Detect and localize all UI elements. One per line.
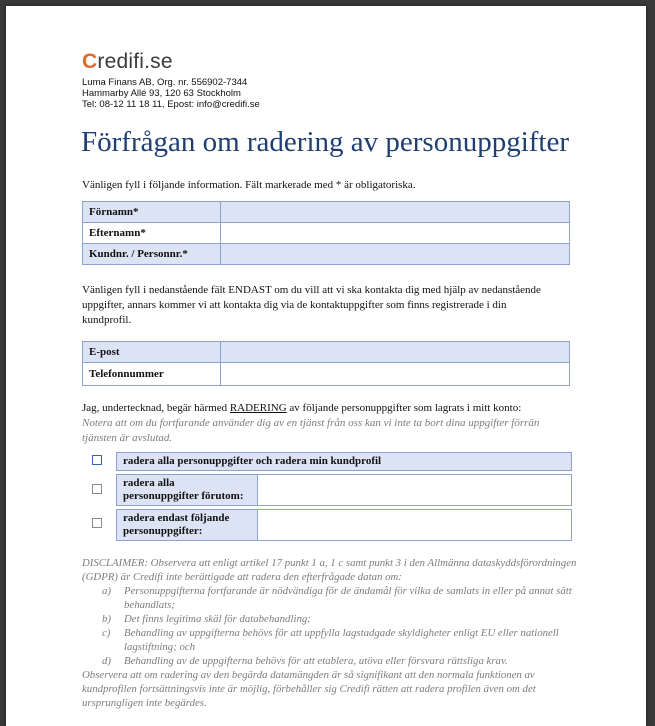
disclaimer-item: d) Behandling av de uppgifterna behövs för att etablera, utöva eller försvara rättsliga krav. (102, 655, 508, 667)
option-delete-only-checkbox[interactable] (92, 518, 102, 528)
radering-keyword: RADERING (229, 402, 287, 414)
form-row-customer-id (83, 244, 570, 265)
option-delete-only-label: radera endast följande personuppgifter: (117, 510, 257, 540)
identity-form (82, 201, 570, 265)
firstname-label: Förnamn* (83, 202, 221, 223)
contact-form (82, 341, 570, 386)
option-delete-except (116, 474, 572, 506)
option-delete-only-field[interactable] (257, 510, 571, 540)
disclaimer-item: a) Personuppgifterna fortfarande är nödvändiga för de ändamål för vilka de samlats in eller på annat sätt behandlats; (102, 585, 572, 611)
option-delete-except-checkbox[interactable] (92, 484, 102, 494)
customer-id-field[interactable] (221, 244, 570, 265)
option-delete-all (116, 452, 572, 471)
intro-text: Vänligen fyll i följande information. Fält markerade med * är obligatoriska. (82, 179, 416, 191)
credifi-logo: Credifi.se (82, 50, 173, 73)
form-row-phone (83, 363, 570, 386)
disclaimer-item: c) Behandling av uppgifterna behövs för att uppfylla lagstadgade skyldigheter enligt EU eller nationell lagstiftning; och (102, 627, 559, 653)
disclaimer-item: b) Det finns legitima skäl för databehandling; (102, 613, 311, 625)
email-field[interactable] (221, 342, 570, 363)
email-label: E-post (83, 342, 221, 363)
form-row-firstname (83, 202, 570, 223)
lastname-label: Efternamn* (83, 223, 221, 244)
phone-label: Telefonnummer (83, 363, 221, 386)
disclaimer (82, 556, 582, 710)
phone-field[interactable] (221, 363, 570, 386)
firstname-field[interactable] (221, 202, 570, 223)
page-title: Förfrågan om radering av personuppgifter (81, 126, 570, 158)
form-row-email (83, 342, 570, 363)
lastname-field[interactable] (221, 223, 570, 244)
option-delete-all-checkbox[interactable] (92, 455, 102, 465)
option-delete-all-label: radera alla personuppgifter och radera min kundprofil (123, 455, 382, 467)
address-line: Tel: 08-12 11 18 11, Epost: info@credifi.se (82, 99, 260, 110)
note-text: Notera att om du fortfarande använder dig av en tjänst från oss kan vi inte ta bort dina uppgifter förrän tjänsten är avslutad. (82, 417, 540, 444)
document-page (6, 6, 646, 726)
customer-id-label: Kundnr. / Personnr.* (83, 244, 221, 265)
option-delete-only (116, 509, 572, 541)
address-line: Luma Finans AB, Org. nr. 556902-7344 (82, 77, 248, 88)
company-address (82, 77, 260, 110)
form-row-lastname (83, 223, 570, 244)
option-delete-except-label: radera alla personuppgifter förutom: (117, 475, 257, 505)
option-delete-except-field[interactable] (257, 475, 571, 505)
disclaimer-intro: DISCLAIMER: Observera att enligt artikel 17 punkt 1 a, 1 c samt punkt 3 i den Allmänna dataskyddsförordningen (GDPR) är Credifi inte berättigade att radera den efterfrågade datan om: (82, 557, 577, 583)
request-text: Jag, undertecknad, begär härmed RADERING av följande personuppgifter som lagrats i mitt konto: (82, 402, 522, 414)
disclaimer-outro: Observera att om radering av den begärda datamängden är så signifikant att den normala funktionen av kundprofilen fortsättningsvis inte är möjlig, förbehåller sig Credifi rätten att radera profilen även om det ursprungligen inte begärdes. (82, 669, 536, 709)
address-line: Hammarby Allé 93, 120 63 Stockholm (82, 88, 241, 99)
contact-info-text: Vänligen fyll i nedanstående fält ENDAST om du vill att vi ska kontakta dig med hjälp av nedanstående uppgifter, annars kommer vi att kontakta dig via de kontaktuppgifter som finns registrerade i din kundprofil. (82, 284, 541, 326)
